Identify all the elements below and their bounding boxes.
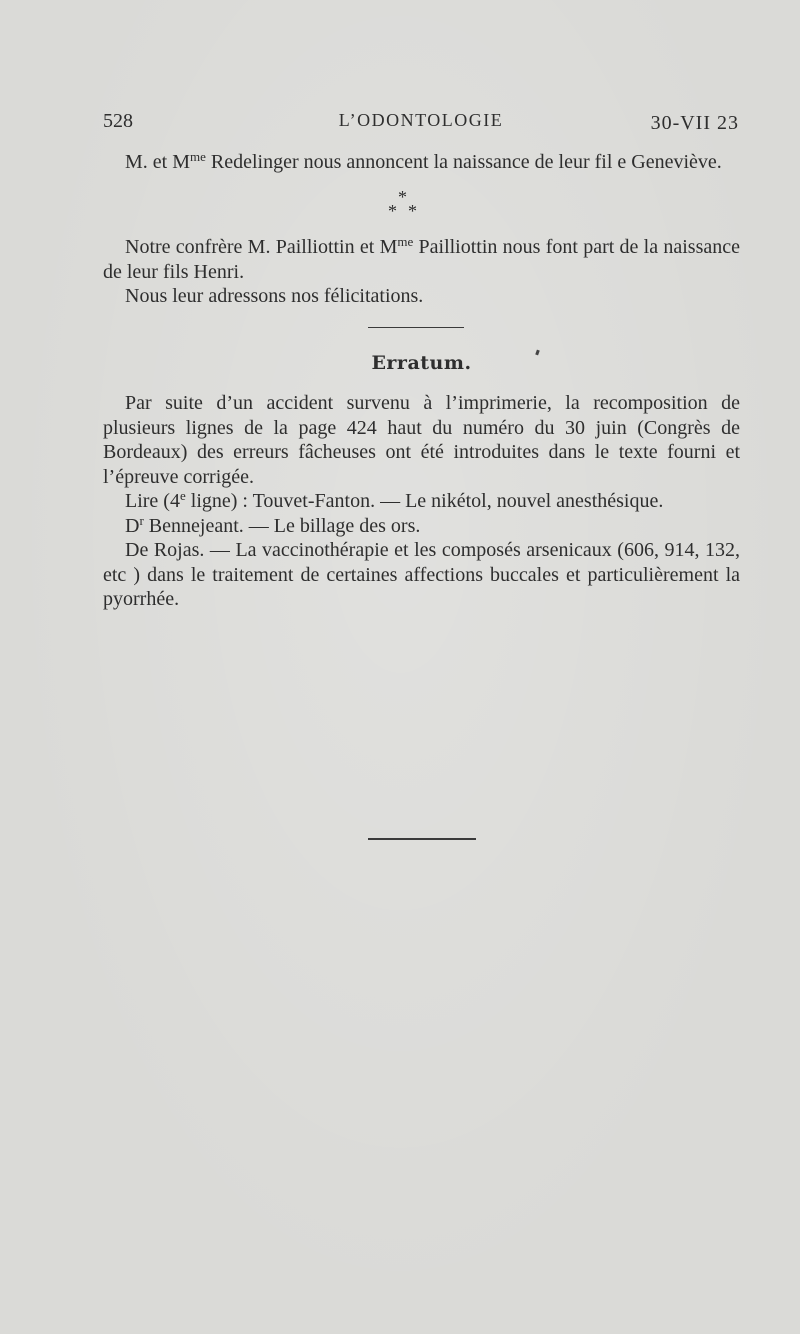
announcement-redelinger (103, 150, 740, 175)
asterism-star: * (398, 187, 407, 207)
page-header (103, 108, 739, 138)
page-number: 528 (103, 110, 133, 132)
announcement-pailliottin (103, 235, 740, 309)
issue-date: 30-VII 23 (650, 112, 739, 134)
section-title: Erratum. (371, 352, 472, 374)
end-rule (368, 838, 476, 840)
paragraph: Lire (4e ligne) : Touvet-Fanton. — Le nikétol, nouvel anesthésique. (125, 488, 664, 512)
asterism-star: * (408, 201, 417, 221)
running-title: L’ODONTOLOGIE (338, 110, 504, 130)
paragraph: Nous leur adressons nos félicitations. (125, 285, 424, 307)
section-divider (368, 327, 464, 328)
erratum-body (103, 391, 740, 612)
paragraph: M. et $M^{me}$ Redelinger nous annoncent la naissance de leur fil e Geneviève. (125, 149, 722, 173)
paragraph: Par suite d’un accident survenu à l’imprimerie, la recomposition de plusieurs lignes de la page 424 haut du numéro du 30 juin (Congrès de Bordeaux) des erreurs fâcheuses ont été introduites dans le texte fourni et l’épreuve corrigée. (103, 392, 740, 488)
paragraph: Notre confrère M. Pailliottin et $M^{me}$ Pailliottin nous font part de la naissance de leur fils Henri. (103, 234, 741, 283)
paragraph: $D^r$ Bennejeant. — Le billage des ors. (125, 512, 421, 537)
asterism-separator (380, 188, 430, 228)
asterism-star: * (388, 201, 397, 221)
paragraph: De Rojas. — La vaccinothérapie et les composés arsenicaux (606, 914, 132, etc ) dans le traitement de certaines affections buccales et particulièrement la pyorrhée. (103, 539, 740, 610)
